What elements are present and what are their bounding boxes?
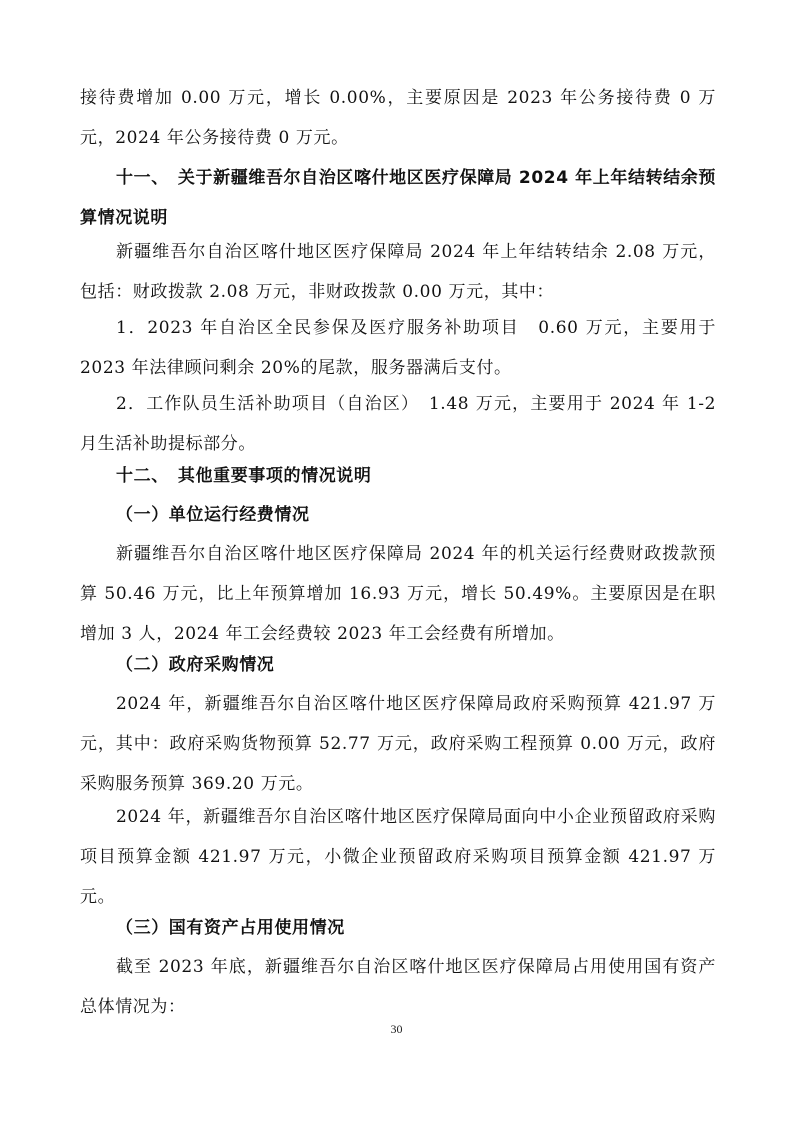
body-paragraph: 2024 年，新疆维吾尔自治区喀什地区医疗保障局面向中小企业预留政府采购项目预算金额 421.97 万元，小微企业预留政府采购项目预算金额 421.97 万元。 — [80, 807, 716, 907]
subsection-heading: （一）单位运行经费情况 — [116, 505, 310, 525]
body-paragraph: 新疆维吾尔自治区喀什地区医疗保障局 2024 年上年结转结余 2.08 万元，包括：财政拨款 2.08 万元，非财政拨款 0.00 万元，其中： — [80, 242, 716, 302]
subsection-heading: （二）政府采购情况 — [116, 655, 275, 675]
section-heading-11: 十一、 关于新疆维吾尔自治区喀什地区医疗保障局 2024 年上年结转结余预算情况说明 — [80, 168, 716, 228]
subsection-heading: （三）国有资产占用使用情况 — [116, 918, 345, 938]
body-paragraph: 新疆维吾尔自治区喀什地区医疗保障局 2024 年的机关运行经费财政拨款预算 50.46 万元，比上年预算增加 16.93 万元，增长 50.49%。主要原因是在职增加 3 人，2024 年工会经费较 2023 年工会经费有所增加。 — [80, 544, 716, 644]
section-heading-12: 十二、 其他重要事项的情况说明 — [116, 466, 372, 486]
list-item: 1．2023 年自治区全民参保及医疗服务补助项目 0.60 万元，主要用于 2023 年法律顾问剩余 20%的尾款，服务器满后支付。 — [80, 318, 716, 378]
page-number: 30 — [390, 1022, 403, 1036]
body-paragraph: 截至 2023 年底，新疆维吾尔自治区喀什地区医疗保障局占用使用国有资产总体情况为： — [80, 957, 716, 1017]
body-paragraph: 接待费增加 0.00 万元，增长 0.00%，主要原因是 2023 年公务接待费 0 万元，2024 年公务接待费 0 万元。 — [80, 88, 716, 148]
list-item: 2．工作队员生活补助项目（自治区） 1.48 万元，主要用于 2024 年 1-2 月生活补助提标部分。 — [80, 394, 716, 454]
body-paragraph: 2024 年，新疆维吾尔自治区喀什地区医疗保障局政府采购预算 421.97 万元，其中：政府采购货物预算 52.77 万元，政府采购工程预算 0.00 万元，政府采购服务预算 369.20 万元。 — [80, 694, 716, 794]
